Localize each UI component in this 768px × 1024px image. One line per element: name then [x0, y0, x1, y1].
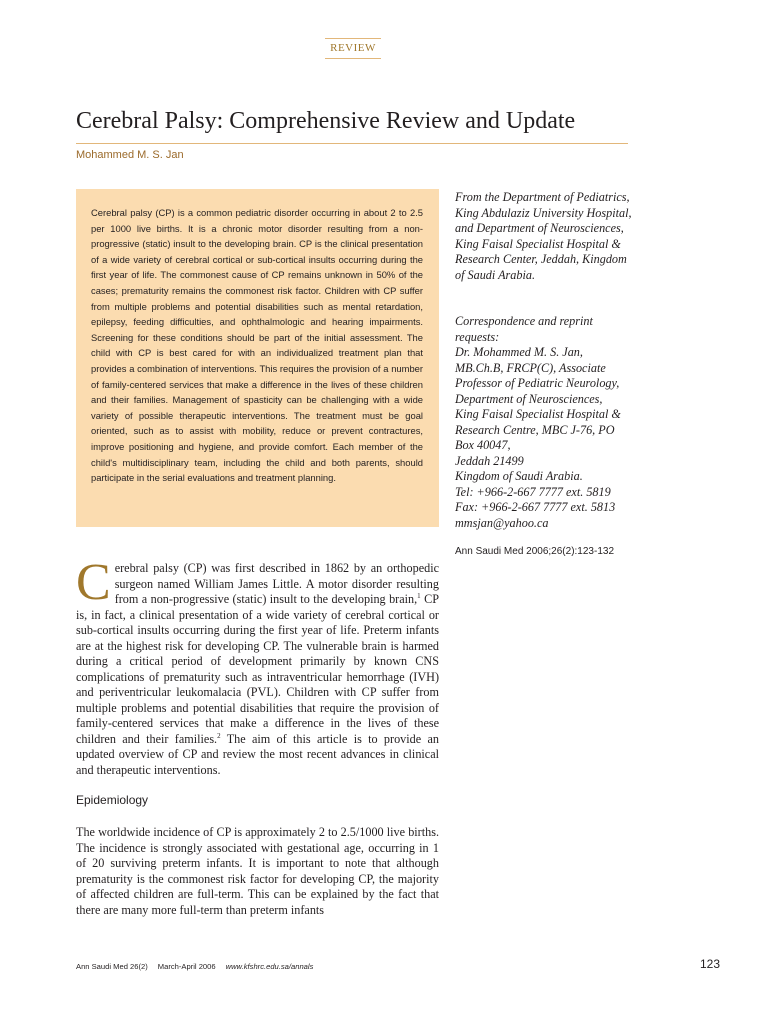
epidemiology-paragraph: The worldwide incidence of CP is approximately 2 to 2.5/1000 live births. The incidence is strongly associated with gestational age, occurring in 1 of 20 surviving preterm infants. It is important to note that although prematurity is the commonest risk factor for developing CP, the majority of affected children are full-term. This can be explained by the fact that there are many more full-term than preterm infants [76, 825, 439, 917]
drop-cap: C [76, 554, 111, 611]
abstract-text: Cerebral palsy (CP) is a common pediatric disorder occurring in about 2 to 2.5 per 1000 live births. It is a chronic motor disorder resulting from a non-progressive (static) insult to the developing brain. CP is the clinical presentation of a wide variety of cerebral cortical or sub-cortical insults occurring during the first year of life. The commonest cause of CP remains unknown in 50% of the cases; prematurity remains the commonest risk factor. Children with CP suffer from multiple problems and potential disabilities such as mental retardation, epilepsy, feeding difficulties, and ophthalmologic and hearing impairments. Screening for these conditions should be part of the initial assessment. The child with CP is best cared for with an individualized treatment plan that provides a combination of interventions. This requires the provision of a number of family-centered services that make a difference in the lives of these children and their families. Management of spasticity can be challenging with a wide variety of possible therapeutic interventions. The treatment must be goal oriented, such as to assist with mobility, reduce or prevent contractures, improve positioning and hygiene, and provide comfort. Each member of the child's multidisciplinary team, including the child and both parents, should participate in the serial evaluations and treatment planning. [91, 207, 423, 484]
correspondence-line: Box 40047, [455, 438, 511, 452]
reference-marker[interactable]: 1 [417, 591, 421, 600]
correspondence-line: Department of Neurosciences, [455, 391, 603, 406]
correspondence-line: Dr. Mohammed M. S. Jan, [455, 345, 583, 359]
footer-date: March-April 2006 [157, 962, 216, 971]
correspondence-fax: Fax: +966-2-667 7777 ext. 5813 [455, 500, 616, 514]
intro-text-1: erebral palsy (CP) was first described in 1862 by an orthopedic surgeon named William James Little. A motor disorder resulting from a non-progressive (static) insult to the developing brain, [114, 561, 439, 606]
intro-text-2: CP is, in fact, a clinical presentation of a wide variety of cerebral cortical or sub-cortical insults occurring during the first year of life. Preterm infants are at the highest risk for developing CP. The vulnerable brain is harmed during a critical period of development primarily by known CNS complications of prematurity such as intraventricular hemorrhage (IVH) and periventricular leukomalacia (PVL). Children with CP suffer from multiple problems and potential disabilities that require the provision of family-centered services that make a difference in the lives of these children and their families. [76, 592, 439, 746]
affiliation: From the Department of Pediatrics, King Abdulaziz University Hospital, and Department of Neurosciences, King Faisal Specialist Hospital & Research Center, Jeddah, Kingdom of Saudi Arabia. [455, 190, 632, 282]
correspondence-heading: Correspondence and reprint requests: [455, 314, 593, 344]
title-divider [76, 143, 628, 144]
footer-url[interactable]: www.kfshrc.edu.sa/annals [225, 962, 314, 971]
correspondence-email[interactable]: mmsjan@yahoo.ca [455, 515, 549, 530]
correspondence-line: Research Centre, MBC J-76, PO [455, 422, 615, 437]
page-number: 123 [700, 957, 721, 971]
correspondence-address [455, 345, 645, 531]
footer-journal: Ann Saudi Med 26(2) [76, 962, 148, 971]
intro-paragraph [76, 554, 439, 778]
correspondence-line: Jeddah 21499 [455, 453, 524, 468]
article-title: Cerebral Palsy: Comprehensive Review and Update [76, 108, 576, 134]
section-tag: REVIEW [325, 38, 381, 59]
reference-marker[interactable]: 2 [217, 731, 221, 740]
correspondence-line: Kingdom of Saudi Arabia. [455, 469, 583, 483]
page-footer [76, 962, 313, 971]
correspondence-line: King Faisal Specialist Hospital & [455, 407, 621, 421]
citation: Ann Saudi Med 2006;26(2):123-132 [455, 546, 615, 557]
correspondence-phone: Tel: +966-2-667 7777 ext. 5819 [455, 484, 611, 499]
correspondence-line: MB.Ch.B, FRCP(C), Associate [455, 360, 606, 375]
section-heading-epidemiology: Epidemiology [76, 793, 149, 807]
author-name: Mohammed M. S. Jan [76, 149, 184, 161]
correspondence-line: Professor of Pediatric Neurology, [455, 376, 620, 390]
intro-text-3: The aim of this article is to provide an updated overview of CP and review the most recent advances in clinical and therapeutic interventions. [76, 731, 439, 777]
